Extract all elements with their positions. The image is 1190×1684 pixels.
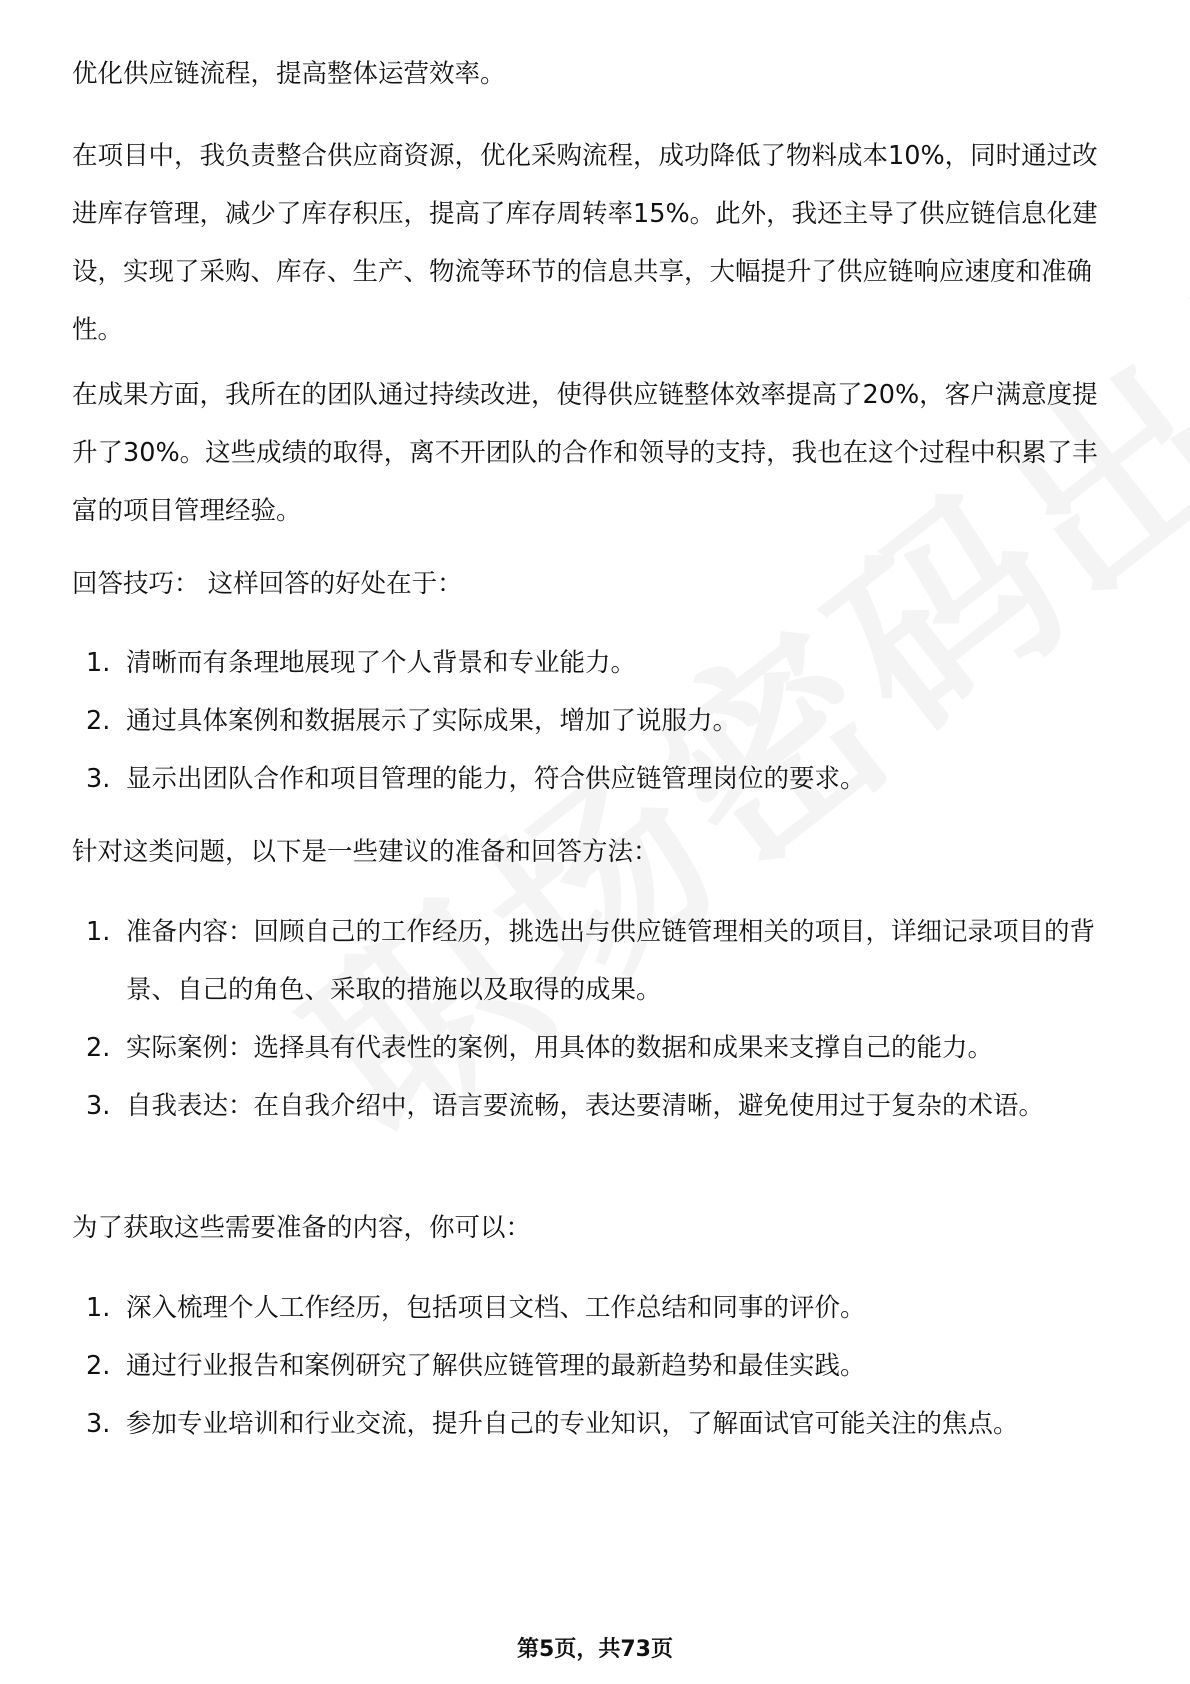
list-number: 2. xyxy=(86,706,111,736)
paragraph-preparation-intro: 为了获取这些需要准备的内容，你可以： xyxy=(72,1213,532,1243)
list-item xyxy=(72,1077,1122,1135)
list-text: 自我表达：在自我介绍中，语言要流畅，表达要清晰，避免使用过于复杂的术语。 xyxy=(126,1091,1045,1121)
list-number: 3. xyxy=(86,1091,111,1121)
list-text: 深入梳理个人工作经历，包括项目文档、工作总结和同事的评价。 xyxy=(126,1293,866,1323)
suggestions-list xyxy=(72,903,1122,1135)
list-number: 1. xyxy=(86,648,111,678)
list-number: 3. xyxy=(86,1409,111,1439)
paragraph-answer-tips: 回答技巧： 这样回答的好处在于： xyxy=(72,569,463,599)
list-number: 2. xyxy=(86,1351,111,1381)
list-item xyxy=(72,1395,1122,1453)
paragraph-results: 在成果方面，我所在的团队通过持续改进，使得供应链整体效率提高了20%，客户满意度提升了30%。这些成绩的取得，离不开团队的合作和领导的支持，我也在这个过程中积累了丰富的项目管理经验。 xyxy=(72,380,1098,526)
list-item xyxy=(72,750,1122,808)
list-text: 实际案例：选择具有代表性的案例，用具体的数据和成果来支撑自己的能力。 xyxy=(126,1033,994,1063)
list-item xyxy=(72,1337,1122,1395)
list-number: 1. xyxy=(86,917,111,947)
list-text: 参加专业培训和行业交流，提升自己的专业知识，了解面试官可能关注的焦点。 xyxy=(126,1409,1019,1439)
list-text: 通过具体案例和数据展示了实际成果，增加了说服力。 xyxy=(126,706,739,736)
list-number: 3. xyxy=(86,764,111,794)
list-item xyxy=(72,692,1122,750)
page-number: 第5页，共73页 xyxy=(517,1637,673,1662)
list-number: 1. xyxy=(86,1293,111,1323)
list-number: 2. xyxy=(86,1033,111,1063)
paragraph-intro-end: 优化供应链流程，提高整体运营效率。 xyxy=(72,59,506,89)
paragraph-suggestions-intro: 针对这类问题，以下是一些建议的准备和回答方法： xyxy=(72,837,659,867)
list-item xyxy=(72,1279,1122,1337)
paragraph-project: 在项目中，我负责整合供应商资源，优化采购流程，成功降低了物料成本10%，同时通过改进库存管理，减少了库存积压，提高了库存周转率15%。此外，我还主导了供应链信息化建设，实现了采购、库存、生产、物流等环节的信息共享，大幅提升了供应链响应速度和准确性。 xyxy=(72,141,1098,345)
tips-list xyxy=(72,634,1122,808)
list-text: 显示出团队合作和项目管理的能力，符合供应链管理岗位的要求。 xyxy=(126,764,866,794)
list-item xyxy=(72,634,1122,692)
preparation-list xyxy=(72,1279,1122,1453)
list-text: 通过行业报告和案例研究了解供应链管理的最新趋势和最佳实践。 xyxy=(126,1351,866,1381)
list-item xyxy=(72,1019,1122,1077)
list-text: 准备内容：回顾自己的工作经历，挑选出与供应链管理相关的项目，详细记录项目的背景、自己的角色、采取的措施以及取得的成果。 xyxy=(126,917,1096,1005)
list-text: 清晰而有条理地展现了个人背景和专业能力。 xyxy=(126,648,637,678)
list-item xyxy=(72,903,1122,1019)
